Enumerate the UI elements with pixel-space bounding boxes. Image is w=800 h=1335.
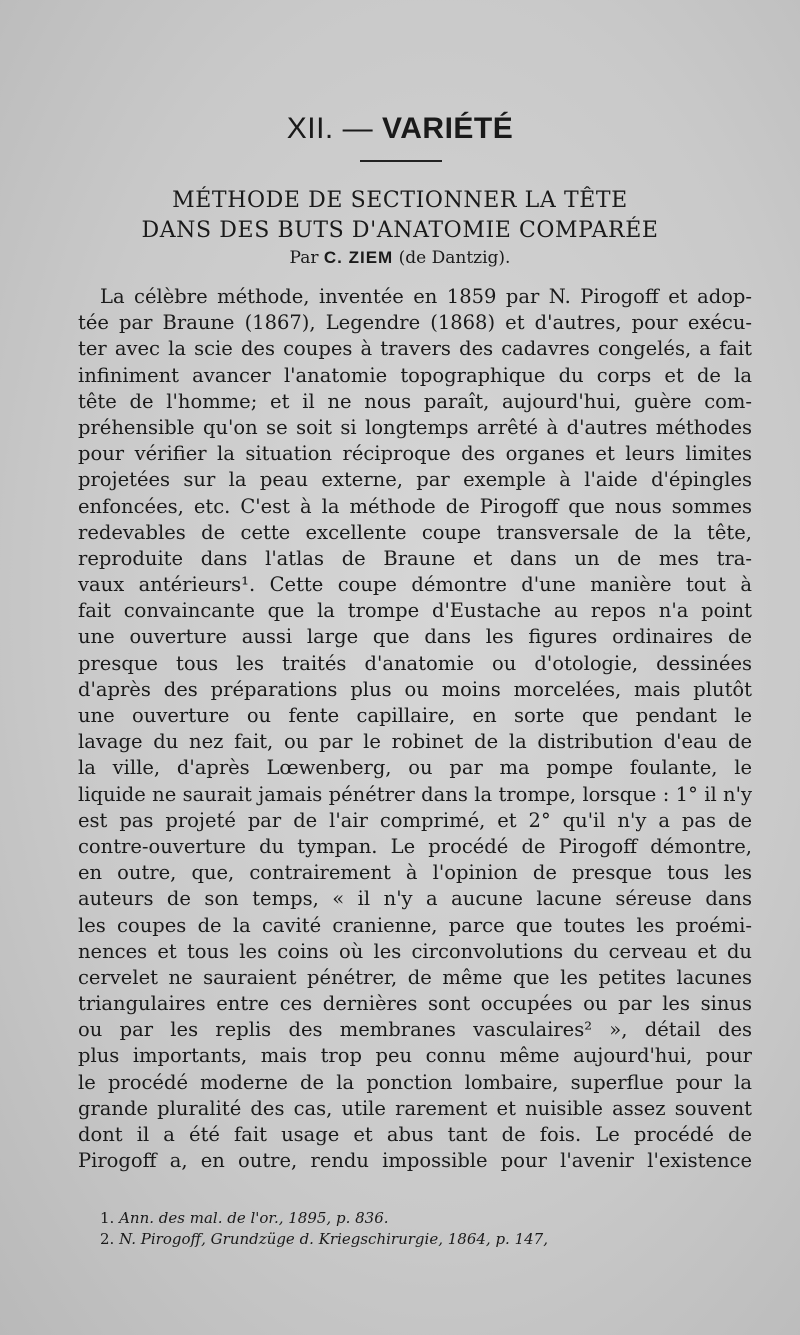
- text-line: infiniment avancer l'anatomie topographique du corps et de la: [78, 363, 752, 387]
- section-name: VARIÉTÉ: [381, 112, 514, 145]
- text-line: reproduite dans l'atlas de Braune et dans un de mes tra-: [78, 546, 752, 570]
- text-line: plus importants, mais trop peu connu même aujourd'hui, pour: [78, 1044, 752, 1068]
- footnote: [100, 1208, 760, 1229]
- section-heading: [0, 112, 800, 146]
- text-line: projetées sur la peau externe, par exemple à l'aide d'épingles: [78, 468, 752, 492]
- text-line: tée par Braune (1867), Legendre (1868) et d'autres, pour exécu-: [78, 311, 752, 335]
- text-line: fait convaincante que la trompe d'Eustache au repos n'a point: [78, 599, 752, 623]
- byline: [0, 248, 800, 268]
- text-line: triangulaires entre ces dernières sont occupées ou par les sinus: [78, 992, 752, 1016]
- text-line: dont il a été fait usage et abus tant de fois. Le procédé de: [78, 1123, 752, 1146]
- author-name: C. ZIEM: [323, 248, 394, 267]
- text-line: contre-ouverture du tympan. Le procédé de Pirogoff démontre,: [78, 834, 752, 858]
- text-line: redevables de cette excellente coupe transversale de la tête,: [78, 520, 752, 544]
- byline-prefix: Par: [289, 248, 319, 268]
- text-line: la ville, d'après Lœwenberg, ou par ma pompe foulante, le: [78, 756, 752, 780]
- text-line: grande pluralité des cas, utile rarement et nuisible assez souvent: [78, 1096, 752, 1120]
- text-line: nences et tous les coins où les circonvolutions du cerveau et du: [78, 939, 752, 963]
- text-line: une ouverture aussi large que dans les figures ordinaires de: [78, 625, 752, 649]
- text-line: cervelet ne sauraient pénétrer, de même que les petites lacunes: [78, 965, 752, 989]
- text-line: tête de l'homme; et il ne nous paraît, aujourd'hui, guère com-: [78, 389, 752, 413]
- footnote-text: N. Pirogoff, Grundzüge d. Kriegschirurgie, 1864, p. 147,: [119, 1230, 548, 1248]
- article-title-line-2: DANS DES BUTS D'ANATOMIE COMPARÉE: [141, 218, 659, 243]
- footnote-text: Ann. des mal. de l'or., 1895, p. 836.: [119, 1209, 389, 1227]
- text-line: presque tous les traités d'anatomie ou d'otologie, dessinées: [78, 651, 752, 675]
- footnotes: [100, 1208, 760, 1250]
- footnote: [100, 1229, 760, 1250]
- text-line: le procédé moderne de la ponction lombaire, superflue pour la: [78, 1070, 752, 1094]
- heading-rule: [360, 160, 442, 162]
- text-line: les coupes de la cavité cranienne, parce que toutes les proémi-: [78, 913, 752, 937]
- text-line: enfoncées, etc. C'est à la méthode de Pirogoff que nous sommes: [78, 494, 752, 518]
- text-line: Pirogoff a, en outre, rendu impossible pour l'avenir l'existence: [78, 1149, 752, 1173]
- text-line: vaux antérieurs¹. Cette coupe démontre d'une manière tout à: [78, 573, 752, 597]
- text-line: auteurs de son temps, « il n'y a aucune lacune séreuse dans: [78, 887, 752, 911]
- text-line: en outre, que, contrairement à l'opinion de presque tous les: [78, 861, 752, 885]
- text-line: pour vérifier la situation réciproque des organes et leurs limites: [78, 442, 752, 466]
- article-body: [78, 284, 752, 1174]
- text-line: lavage du nez fait, ou par le robinet de la distribution d'eau de: [78, 730, 752, 754]
- article-title-line-1: MÉTHODE DE SECTIONNER LA TÊTE: [172, 188, 628, 213]
- text-line: d'après des préparations plus ou moins morcelées, mais plutôt: [78, 677, 752, 701]
- text-line: est pas projeté par de l'air comprimé, et 2° qu'il n'y a pas de: [78, 808, 752, 832]
- byline-suffix: (de Dantzig).: [398, 248, 511, 268]
- text-line: ter avec la scie des coupes à travers des cadavres congelés, a fait: [78, 337, 752, 361]
- section-number: XII. —: [286, 112, 374, 145]
- footnote-number: 2.: [100, 1230, 120, 1248]
- footnote-number: 1.: [100, 1209, 120, 1227]
- text-line: liquide ne saurait jamais pénétrer dans la trompe, lorsque : 1° il n'y: [78, 782, 752, 806]
- text-line: ou par les replis des membranes vasculaires² », détail des: [78, 1018, 752, 1042]
- text-line: La célèbre méthode, inventée en 1859 par N. Pirogoff et adop-: [100, 285, 752, 308]
- article-title: [0, 186, 800, 246]
- text-line: une ouverture ou fente capillaire, en sorte que pendant le: [78, 704, 752, 727]
- text-line: préhensible qu'on se soit si longtemps arrêté à d'autres méthodes: [78, 415, 752, 439]
